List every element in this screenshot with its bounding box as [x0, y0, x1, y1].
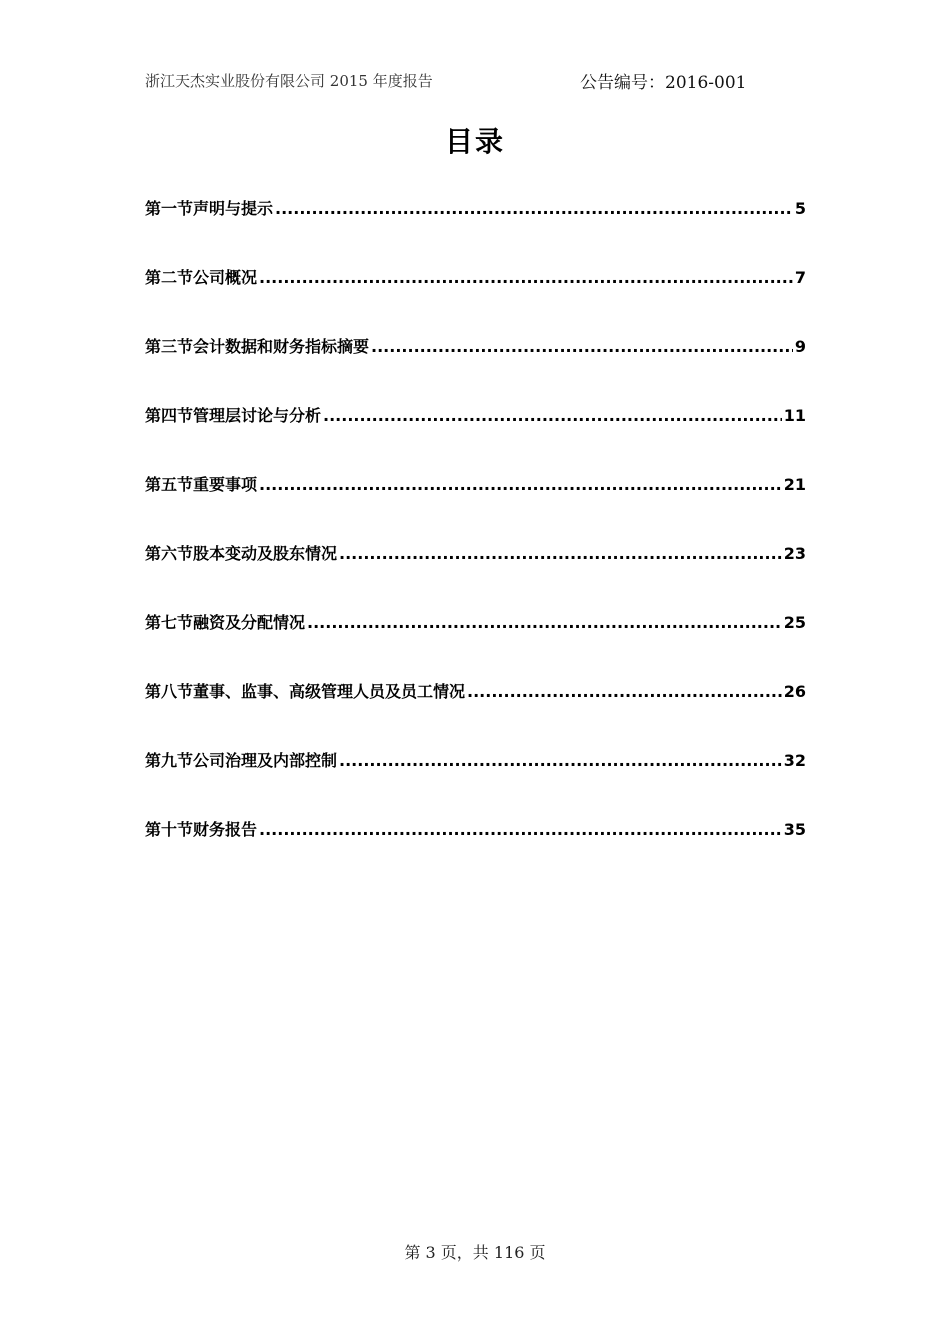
toc-entry[interactable] [145, 472, 806, 541]
header-announcement-number: 公告编号：2016-001 [580, 73, 747, 93]
toc-entry-label: 第十节财务报告 [145, 820, 258, 839]
toc-entry[interactable] [145, 196, 806, 265]
toc-entry[interactable] [145, 748, 806, 817]
toc-list [145, 196, 806, 886]
toc-entry-label: 第六节股本变动及股东情况 [145, 544, 338, 563]
toc-dot-leader [259, 265, 793, 291]
toc-entry-page: 7 [794, 268, 806, 287]
footer-page-info: 第 3 页，共 116 页 [404, 1243, 546, 1262]
toc-entry-label: 第八节董事、监事、高级管理人员及员工情况 [145, 682, 466, 701]
toc-entry-page: 25 [783, 613, 806, 632]
toc-dot-leader [275, 196, 793, 222]
toc-entry[interactable] [145, 610, 806, 679]
toc-dot-leader [259, 472, 782, 498]
toc-entry-page: 26 [783, 682, 806, 701]
toc-dot-leader [371, 334, 793, 360]
toc-entry-label: 第二节公司概况 [145, 268, 258, 287]
toc-entry-label: 第七节融资及分配情况 [145, 613, 306, 632]
toc-title: 目录 [444, 125, 505, 158]
toc-entry[interactable] [145, 679, 806, 748]
toc-entry-label: 第一节声明与提示 [145, 199, 274, 218]
toc-entry[interactable] [145, 403, 806, 472]
toc-dot-leader [259, 817, 782, 843]
toc-entry-page: 11 [783, 406, 806, 425]
toc-entry-label: 第三节会计数据和财务指标摘要 [145, 337, 370, 356]
toc-entry-label: 第九节公司治理及内部控制 [145, 751, 338, 770]
toc-entry[interactable] [145, 265, 806, 334]
toc-entry-page: 5 [794, 199, 806, 218]
toc-dot-leader [339, 748, 782, 774]
toc-entry-page: 23 [783, 544, 806, 563]
toc-dot-leader [467, 679, 782, 705]
toc-entry-label: 第五节重要事项 [145, 475, 258, 494]
toc-dot-leader [339, 541, 782, 567]
toc-dot-leader [307, 610, 782, 636]
toc-dot-leader [323, 403, 782, 429]
toc-entry[interactable] [145, 817, 806, 886]
toc-entry-page: 35 [783, 820, 806, 839]
toc-entry[interactable] [145, 541, 806, 610]
toc-entry-page: 32 [783, 751, 806, 770]
toc-entry[interactable] [145, 334, 806, 403]
header-company-report: 浙江天杰实业股份有限公司 2015 年度报告 [145, 72, 433, 90]
toc-entry-label: 第四节管理层讨论与分析 [145, 406, 322, 425]
toc-entry-page: 9 [794, 337, 806, 356]
toc-entry-page: 21 [783, 475, 806, 494]
